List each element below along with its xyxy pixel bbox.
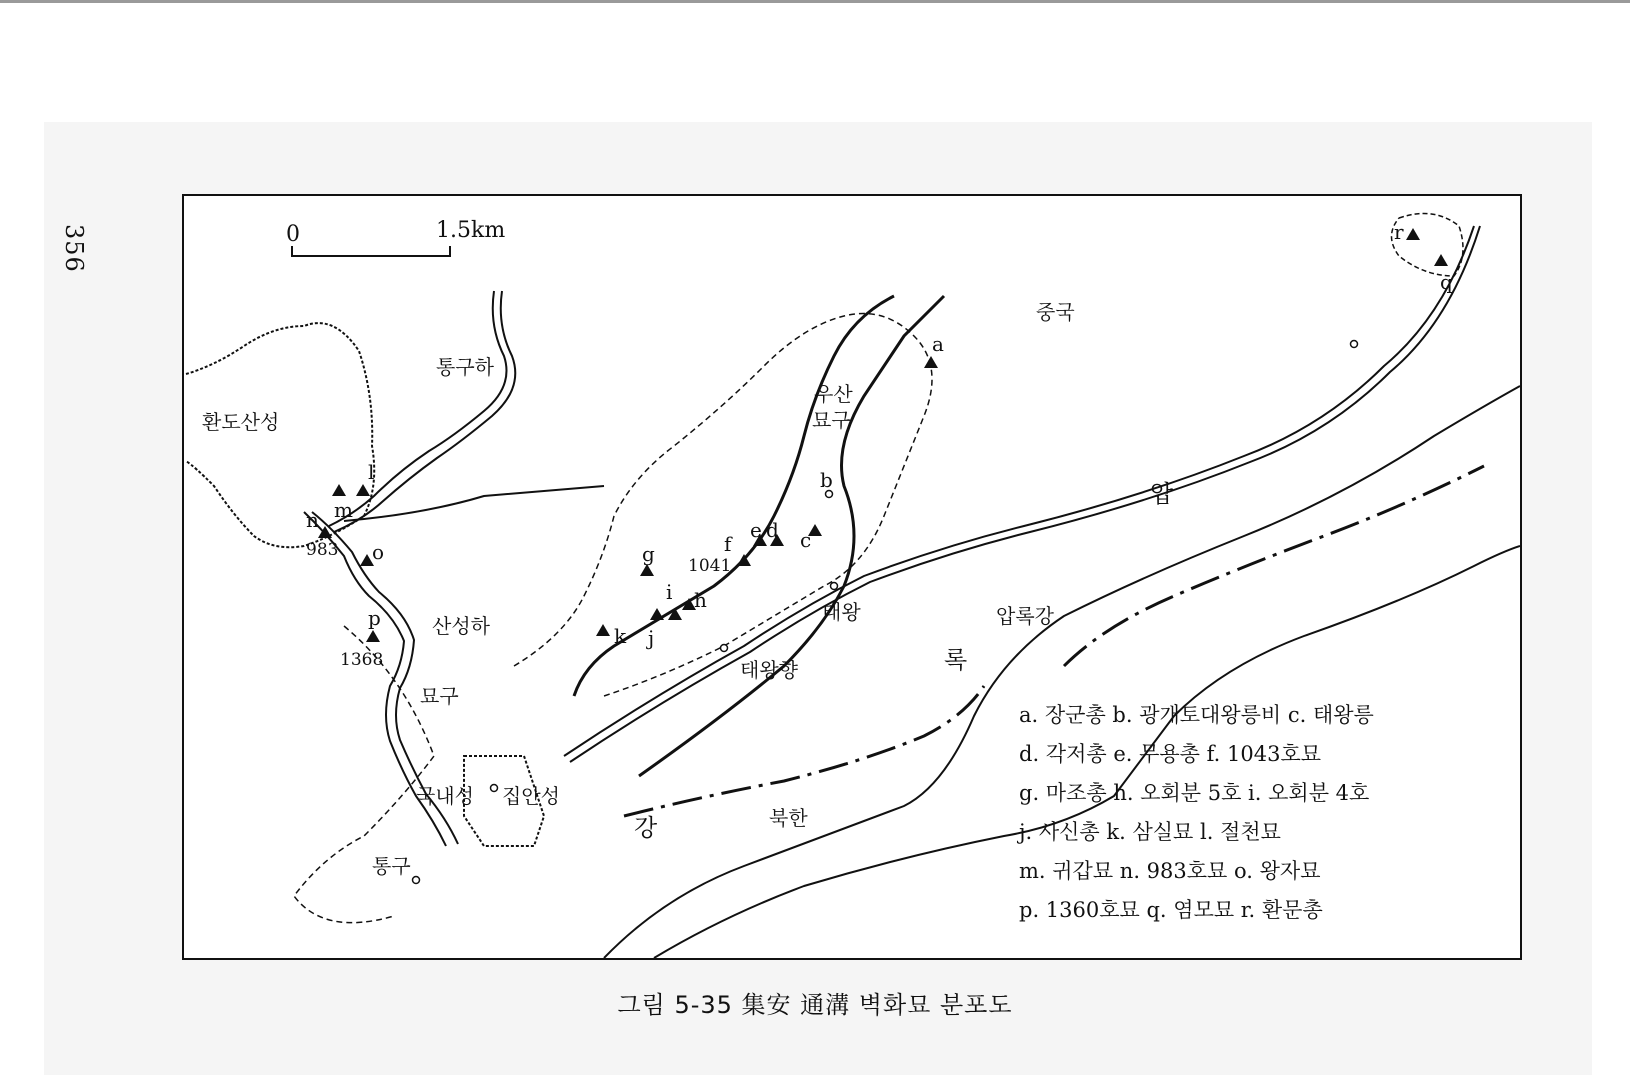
scale-end: 1.5km <box>436 218 506 243</box>
border-line-lower <box>624 686 984 816</box>
tomb-m-label: m <box>334 498 353 522</box>
page-number: 356 <box>60 224 88 273</box>
tomb-p-marker <box>366 630 380 642</box>
tomb-1368-label: 1368 <box>340 650 384 670</box>
railway-a <box>639 296 944 776</box>
tomb-p-label: p <box>368 606 381 630</box>
label-tonggu: 통구 <box>372 854 411 878</box>
tomb-1041-label: 1041 <box>688 556 732 576</box>
tomb-a-label: a <box>932 332 944 356</box>
tomb-c-label: c <box>800 528 812 552</box>
river-char-1: 압 <box>1150 480 1174 508</box>
legend-line: d. 각저총 e. 무용총 f. 1043호묘 <box>1019 742 1322 766</box>
label-north-korea: 북한 <box>769 806 808 830</box>
label-usan-tombs: 묘구 <box>812 408 851 432</box>
town-marker-northeast <box>1351 341 1358 348</box>
label-china: 중국 <box>1036 300 1075 324</box>
road-east-a <box>564 226 1474 756</box>
tomb-r-marker <box>1406 228 1420 240</box>
figure-caption: 그림 5-35 集安 通溝 벽화묘 분포도 <box>617 991 1013 1019</box>
tomb-j-marker <box>650 608 664 620</box>
map-legend <box>1019 696 1374 930</box>
label-myogu: 묘구 <box>420 684 459 708</box>
tomb-d-label: d <box>766 518 779 542</box>
label-hwando-fortress: 환도산성 <box>202 410 280 434</box>
tonggu-marker <box>413 877 420 884</box>
top-border-line <box>0 0 1630 3</box>
tomb-q-marker <box>1434 254 1448 266</box>
scale-start: 0 <box>286 222 300 247</box>
gungnae-marker <box>491 785 498 792</box>
legend-line: g. 마조총 h. 오회분 5호 i. 오회분 4호 <box>1019 781 1370 805</box>
river-char-3: 강 <box>634 814 658 842</box>
taewang-marker <box>831 583 838 590</box>
scale-bar <box>292 246 450 256</box>
label-jian-fortress: 집안성 <box>502 784 560 808</box>
label-usan: 우산 <box>814 382 853 406</box>
label-gungnae-fortress: 국내성 <box>416 784 474 808</box>
label-taewang-village: 태왕향 <box>740 658 798 682</box>
label-amnok-river: 압록강 <box>996 604 1054 628</box>
tomb-r-label: r <box>1394 220 1404 244</box>
tomb-q-label: q <box>1440 270 1453 294</box>
tomb-k-marker <box>596 624 610 636</box>
label-tonggu-river: 통구하 <box>436 355 494 379</box>
tomb-i-label: i <box>666 580 673 604</box>
tomb-h-label: h <box>694 588 707 612</box>
tomb-e-label: e <box>750 518 762 542</box>
tomb-f-label: f <box>724 532 732 556</box>
tomb-g-label: g <box>642 542 655 566</box>
tomb-l-marker <box>356 484 370 496</box>
road-north <box>344 486 604 521</box>
tomb-o-label: o <box>372 540 385 564</box>
tomb-a-marker <box>924 356 938 368</box>
legend-line: m. 귀갑묘 n. 983호묘 o. 왕자묘 <box>1019 859 1321 883</box>
tomb-k-label: k <box>614 624 627 648</box>
usan-boundary <box>514 314 932 697</box>
legend-line: a. 장군총 b. 광개토대왕릉비 c. 태왕릉 <box>1019 703 1374 727</box>
tomb-n-label: n <box>306 508 319 532</box>
label-taewang: 태왕 <box>822 600 861 624</box>
tomb-l-label: l <box>368 460 375 484</box>
border-line-upper <box>1064 466 1484 666</box>
label-sanseong-river: 산성하 <box>432 614 490 638</box>
tomb-m-marker <box>332 484 346 496</box>
taewang-village-marker <box>721 645 728 652</box>
legend-line: p. 1360호묘 q. 염모묘 r. 환문총 <box>1019 898 1323 922</box>
legend-line: j. 사신총 k. 삼실묘 l. 절천묘 <box>1019 820 1281 844</box>
map-frame <box>182 194 1522 960</box>
tomb-b-label: b <box>820 468 833 492</box>
tomb-983-label: 983 <box>306 540 339 560</box>
tonggu-river-a <box>329 291 507 526</box>
road-east-b <box>570 226 1480 762</box>
river-char-2: 록 <box>944 646 968 674</box>
tomb-j-label: j <box>648 626 655 650</box>
